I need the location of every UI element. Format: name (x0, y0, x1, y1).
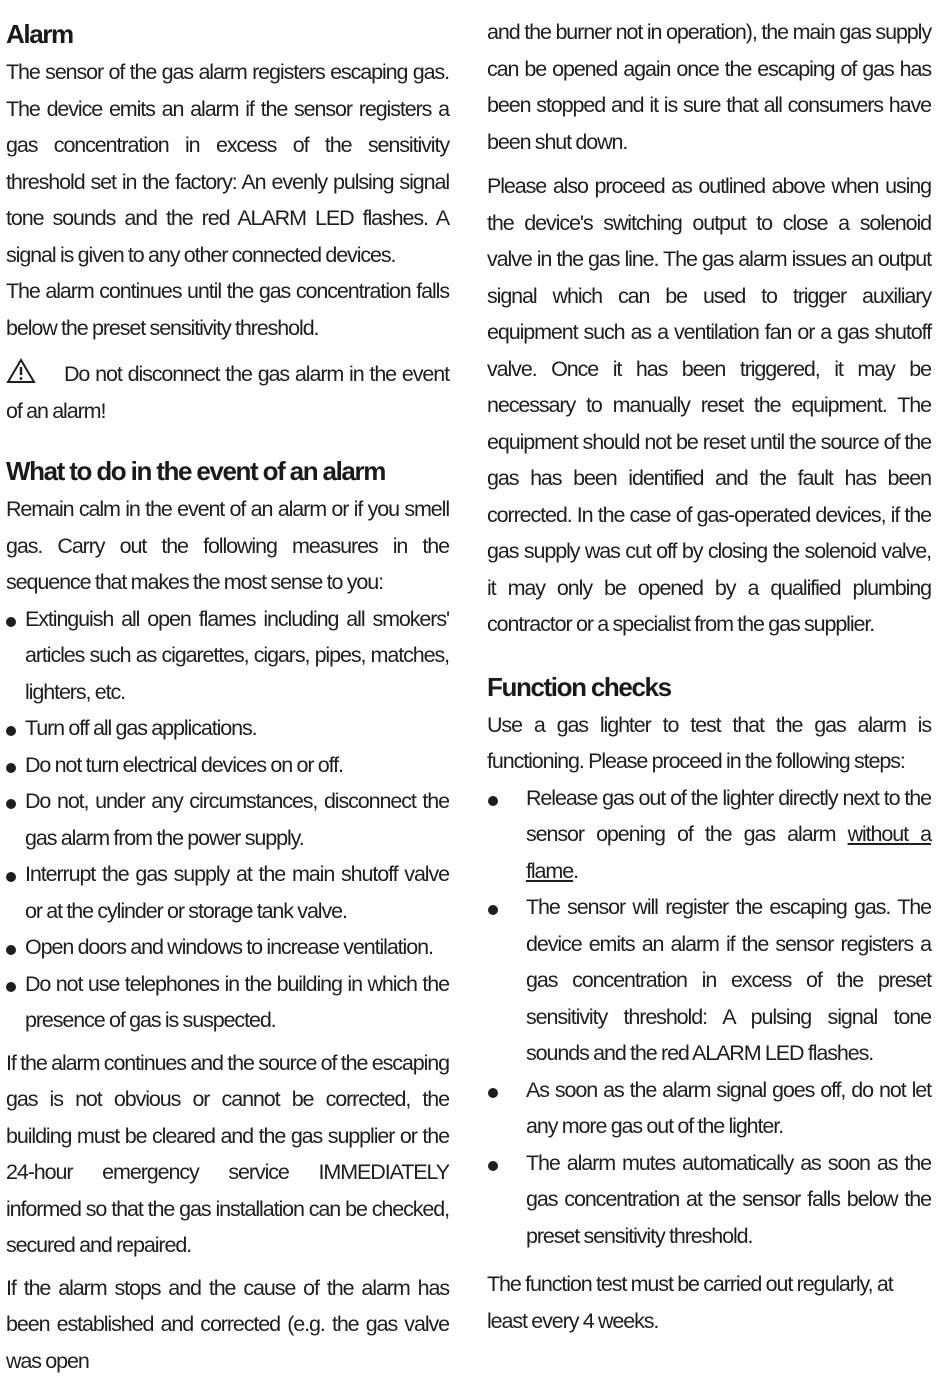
list-item: Release gas out of the lighter directly next to the sensor opening of the gas alarm without a flame. (487, 780, 931, 890)
alarm-stops-paragraph-end: and the burner not in operation), the main gas supply can be opened again once the escaping of gas has been stopped and it is sure that all consumers have been shut down. (487, 14, 931, 160)
warning-triangle-icon (6, 358, 36, 384)
list-item: Do not use telephones in the building in which the presence of gas is suspected. (6, 966, 449, 1039)
list-item: As soon as the alarm signal goes off, do not let any more gas out of the lighter. (487, 1072, 931, 1145)
underlined-text: without a flame (526, 822, 931, 883)
bullet-dot-icon (6, 872, 16, 882)
function-checks-intro: Use a gas lighter to test that the gas alarm is functioning. Please proceed in the following steps: (487, 707, 931, 780)
alarm-paragraph-2: The alarm continues until the gas concentration falls below the preset sensitivity threshold. (6, 273, 449, 346)
list-item: The alarm mutes automatically as soon as the gas concentration at the sensor falls below the preset sensitivity threshold. (487, 1145, 931, 1255)
list-item: Turn off all gas applications. (6, 710, 449, 747)
alarm-continues-paragraph: If the alarm continues and the source of the escaping gas is not obvious or cannot be corrected, the building must be cleared and the gas supplier or the 24-hour emergency service IMMEDIATELY informed so that the gas installation can be checked, secured and repaired. (6, 1045, 449, 1264)
bullet-dot-icon (6, 982, 16, 992)
bullet-dot-icon (6, 726, 16, 736)
function-checks-heading: Function checks (487, 667, 931, 707)
what-to-do-intro: Remain calm in the event of an alarm or if you smell gas. Carry out the following measures in the sequence that makes the most sense to you: (6, 491, 449, 601)
list-item: Open doors and windows to increase ventilation. (6, 929, 449, 966)
bullet-dot-icon (488, 796, 498, 806)
list-item: The sensor will register the escaping gas. The device emits an alarm if the sensor registers a gas concentration in excess of the preset sensitivity threshold: A pulsing signal tone sounds and the red ALARM LED flashes. (487, 889, 931, 1072)
solenoid-paragraph: Please also proceed as outlined above when using the device's switching output to close a solenoid valve in the gas line. The gas alarm issues an output signal which can be used to trigger auxiliary equipment such as a ventilation fan or a gas shutoff valve. Once it has been triggered, it may be necessary to manually reset the equipment. The equipment should not be reset until the source of the gas has been identified and the fault has been corrected. In the case of gas-operated devices, if the gas supply was cut off by closing the solenoid valve, it may only be opened by a qualified plumbing contractor or a specialist from the gas supplier. (487, 168, 931, 643)
warning-note (6, 356, 449, 429)
what-to-do-heading: What to do in the event of an alarm (6, 451, 449, 491)
list-item: Extinguish all open flames including all smokers' articles such as cigarettes, cigars, pipes, matches, lighters, etc. (6, 601, 449, 711)
function-test-closing: The function test must be carried out regularly, at least every 4 weeks. (487, 1266, 931, 1339)
alarm-heading: Alarm (6, 14, 449, 54)
left-column (6, 14, 449, 1379)
bullet-dot-icon (488, 905, 498, 915)
bullet-dot-icon (6, 945, 16, 955)
warning-text: Do not disconnect the gas alarm in the event of an alarm! (6, 362, 449, 423)
alarm-stops-paragraph-start: If the alarm stops and the cause of the alarm has been established and corrected (e.g. the gas valve was open (6, 1270, 449, 1379)
list-item: Interrupt the gas supply at the main shutoff valve or at the cylinder or storage tank valve. (6, 856, 449, 929)
bullet-dot-icon (488, 1161, 498, 1171)
bullet-dot-icon (488, 1088, 498, 1098)
list-item: Do not, under any circumstances, disconnect the gas alarm from the power supply. (6, 783, 449, 856)
list-item: Do not turn electrical devices on or off. (6, 747, 449, 784)
bullet-dot-icon (6, 763, 16, 773)
bullet-dot-icon (6, 799, 16, 809)
right-column (487, 14, 931, 1339)
bullet-dot-icon (6, 617, 16, 627)
function-checks-list (487, 780, 931, 1255)
alarm-paragraph-1: The sensor of the gas alarm registers escaping gas. The device emits an alarm if the sensor registers a gas concentration in excess of the sensitivity threshold set in the factory: An evenly pulsing signal tone sounds and the red ALARM LED flashes. A signal is given to any other connected devices. (6, 54, 449, 273)
what-to-do-list (6, 601, 449, 1039)
